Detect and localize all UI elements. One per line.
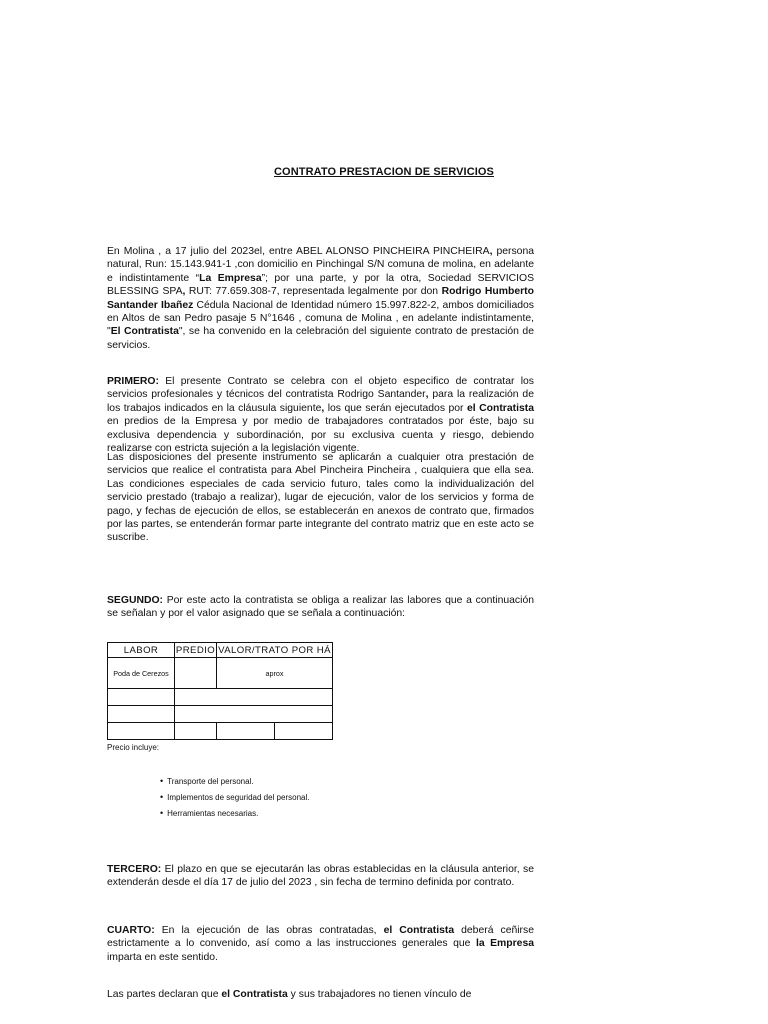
table-cell (175, 689, 333, 706)
partes-text-2: y sus trabajadores no tienen vínculo de (287, 989, 472, 1000)
intro-bold-representative: Rodrigo Humberto Santander Ibañez (107, 286, 534, 311)
cell-predio (175, 658, 217, 689)
table-cell (175, 706, 333, 723)
cuarto-label: CUARTO: (107, 925, 155, 936)
table-cell (108, 723, 175, 740)
primero-paragraph (107, 375, 534, 455)
tercero-text: El plazo en que se ejecutarán las obras establecidas en la cláusula anterior, se extenderán desde el día 17 de julio del 2023 , sin fecha de termino definida por contrato. (107, 864, 534, 889)
primero-bold-contratista: el Contratista (467, 402, 534, 414)
includes-list (160, 774, 309, 821)
table-row (108, 689, 333, 706)
cuarto-text-1: En la ejecución de las obras contratadas, (154, 925, 384, 936)
intro-bold-3: , (182, 286, 186, 298)
labor-table (107, 642, 333, 740)
tercero-label: TERCERO: (107, 864, 162, 875)
cuarto-text-2: deberá ceñirse estrictamente a lo convenido, así como a las instrucciones generales que (107, 925, 534, 950)
table-header-row (108, 643, 333, 658)
table-cell (217, 723, 275, 740)
cuarto-paragraph (107, 924, 534, 964)
list-item: • Implementos de seguridad del personal. (160, 790, 309, 806)
table-row (108, 723, 333, 740)
primero-text-1: El presente Contrato se celebra con el objeto especifico de contratar los servicios profesionales y técnicos del contratista Rodrigo Santander (107, 376, 534, 401)
header-labor: LABOR (108, 643, 175, 658)
table-cell (108, 706, 175, 723)
segundo-paragraph (107, 594, 534, 621)
table-row (108, 658, 333, 689)
precio-incluye-label: Precio incluye: (107, 743, 160, 752)
cuarto-bold-empresa: la Empresa (475, 938, 534, 950)
intro-text-6: ", se ha convenido en la celebración del siguiente contrato de prestación de servicios. (107, 326, 534, 351)
intro-text-4: RUT: 77.659.308-7, representada legalmente por don (185, 286, 442, 298)
intro-bold-el-contratista: El Contratista (110, 326, 179, 338)
partes-paragraph (107, 988, 534, 1001)
list-item: • Herramientas necesarias. (160, 806, 309, 822)
primero-bold-2: , (321, 402, 325, 414)
primero-text-4: en predios de la Empresa y por medio de trabajadores contratados por éste, bajo su exclusiva dependencia y subordinación, por su exclusiva cuenta y riesgo, debiendo realizarse con estricta sujeción a la legislación vigente. (107, 416, 534, 455)
cell-valor: aprox (217, 658, 333, 689)
primero-text-2: para la realización de los trabajos indicados en la cláusula siguiente (107, 389, 534, 414)
document-title: CONTRATO PRESTACION DE SERVICIOS (274, 166, 494, 178)
table-cell (275, 723, 333, 740)
partes-bold-contratista: el Contratista (221, 989, 288, 1000)
table-row (108, 706, 333, 723)
intro-text-5: Cédula Nacional de Identidad número 15.997.822-2, ambos domiciliados en Altos de san Pedro pasaje 5 N°1646 , comuna de Molina , en adelante indistintamente, " (107, 299, 534, 338)
header-valor: VALOR/TRATO POR HÁ (218, 644, 331, 656)
intro-text-2: persona natural, Run: 15.143.941-1 ,con domicilio en Pinchingal S/N comuna de molina, en adelante e indistintamente “ (107, 246, 534, 284)
intro-text-3: ”; por una parte, y por la otra, Sociedad SERVICIOS BLESSING SPA (107, 272, 534, 298)
cuarto-text-3: imparta en este sentido. (107, 951, 218, 963)
primero-bold-1: , (425, 389, 429, 401)
cell-labor: Poda de Cerezos (108, 658, 175, 689)
disposiciones-paragraph: Las disposiciones del presente instrumento se aplicarán a cualquier otra prestación de servicios que realice el contratista para Abel Pincheira Pincheira , cualquiera que ella sea. Las condiciones especiales de cada servicio futuro, tales como la individualización del servicio prestado (trabajo a realizar), lugar de ejecución, valor de los servicios y forma de pago, y fechas de ejecución de ellos, se establecerán en anexos de contrato que, firmados por las partes, se entenderán formar parte integrante del contrato matriz que en este acto se suscribe. (107, 452, 534, 544)
intro-text-1: En Molina , a 17 julio del 2023el, entre ABEL ALONSO PINCHEIRA PINCHEIRA (107, 246, 490, 257)
intro-bold-la-empresa: La Empresa (199, 272, 262, 284)
primero-text-3: los que serán ejecutados por (324, 402, 467, 414)
list-item: • Transporte del personal. (160, 774, 309, 790)
partes-text-1: Las partes declaran que (107, 989, 222, 1000)
primero-label: PRIMERO: (107, 376, 159, 387)
table-cell (175, 723, 217, 740)
header-predio: PREDIO (175, 644, 216, 656)
tercero-paragraph (107, 863, 534, 890)
table-cell (108, 689, 175, 706)
segundo-label: SEGUNDO: (107, 595, 163, 606)
segundo-text: Por este acto la contratista se obliga a realizar las labores que a continuación se señalan y por el valor asignado que se señala a continuación: (107, 595, 534, 620)
cuarto-bold-contratista: el Contratista (383, 925, 455, 936)
intro-paragraph (107, 245, 534, 352)
intro-bold-1: , (489, 246, 493, 257)
